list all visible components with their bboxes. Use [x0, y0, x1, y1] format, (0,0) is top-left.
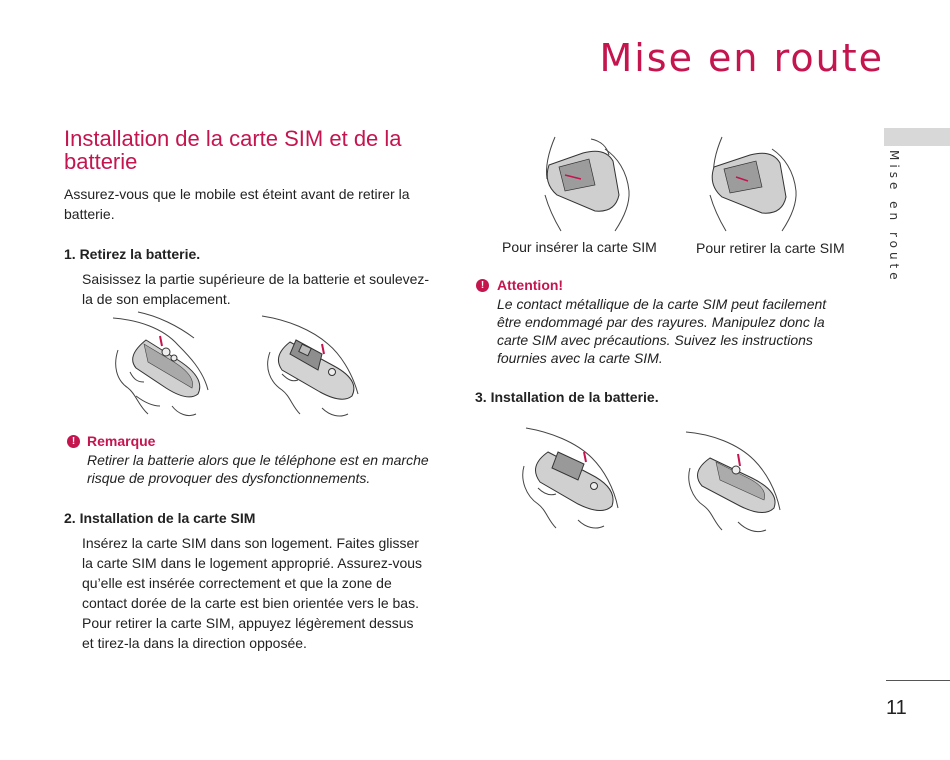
- chapter-title: Mise en route: [599, 36, 884, 80]
- install-battery-illustration-1: [518, 422, 630, 534]
- insert-sim-illustration: [535, 135, 635, 235]
- step2-title: 2. Installation de la carte SIM: [64, 510, 256, 526]
- remarque-label: Remarque: [87, 433, 156, 449]
- remove-sim-caption: Pour retirer la carte SIM: [696, 240, 845, 256]
- step1-text: Saisissez la partie supérieure de la batterie et soulevez-la de son emplacement.: [82, 271, 430, 307]
- remove-sim-illustration: [700, 135, 800, 235]
- remarque-warning-icon: !: [67, 435, 80, 448]
- step3-title: 3. Installation de la batterie.: [475, 389, 659, 405]
- attention-text: Le contact métallique de la carte SIM peut facilement être endommagé par des rayures. Manipulez donc la carte SIM avec précautions. Suivez les instructions fournies avec la carte SIM.: [497, 296, 827, 366]
- side-tab-marker: [884, 128, 950, 146]
- remarque-text: Retirer la batterie alors que le téléphone est en marche risque de provoquer des dysfonctionnements.: [87, 452, 429, 486]
- step2-text: Insérez la carte SIM dans son logement. Faites glisser la carte SIM dans le logement approprié. Assurez-vous qu’elle est insérée correctement et que la zone de contact dorée de la carte est bien orientée vers le bas. Pour retirer la carte SIM, appuyez légèrement dessus et tirez-la dans la direction opposée.: [82, 535, 423, 651]
- attention-warning-icon: !: [476, 279, 489, 292]
- footer-rule: [886, 680, 950, 681]
- insert-sim-caption: Pour insérer la carte SIM: [502, 239, 657, 255]
- step1-title: 1. Retirez la batterie.: [64, 246, 201, 262]
- intro-paragraph: Assurez-vous que le mobile est éteint avant de retirer la batterie.: [64, 186, 410, 222]
- remove-battery-illustration-1: [108, 310, 220, 422]
- page-number: 11: [886, 697, 907, 719]
- remove-battery-illustration-2: [260, 310, 372, 422]
- attention-label: Attention!: [497, 277, 564, 293]
- side-tab-label: Mise en route: [887, 150, 901, 284]
- install-battery-illustration-2: [682, 424, 794, 536]
- section-heading: Installation de la carte SIM et de la batterie: [64, 126, 402, 174]
